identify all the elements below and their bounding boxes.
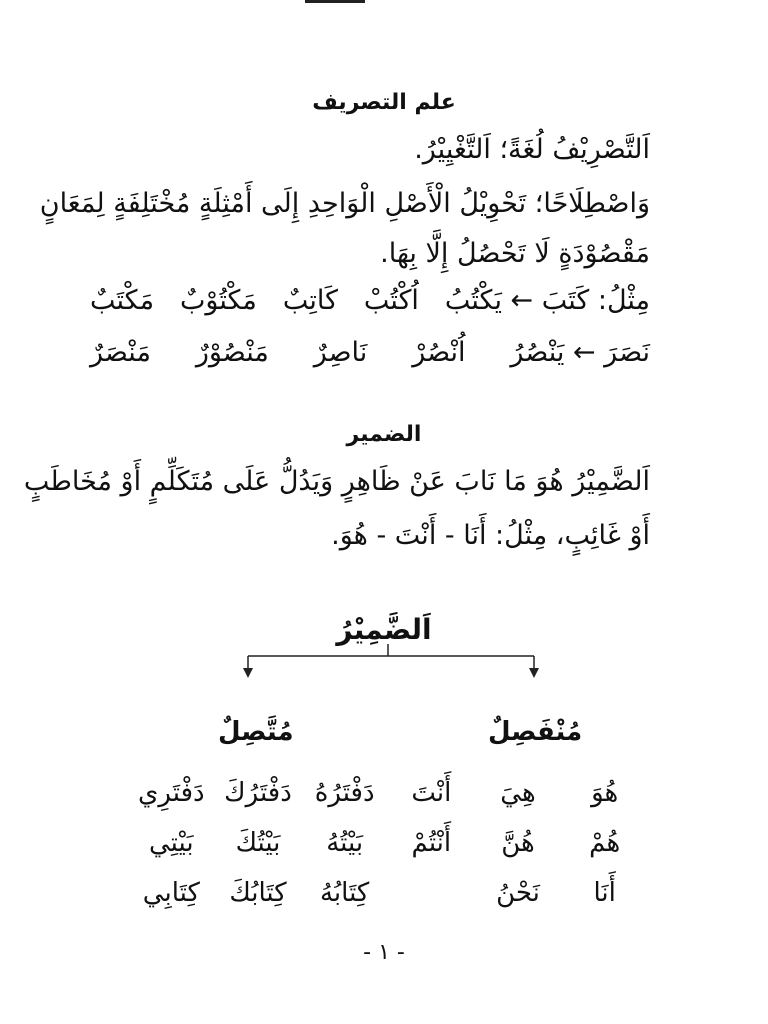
example-word: نَاصِرٌ [313, 337, 368, 368]
pronoun-word: أَنَا [593, 878, 616, 908]
pronoun-word: هِيَ [500, 778, 536, 808]
example-word: مَنْصَرٌ [90, 337, 151, 368]
pronoun-word: أَنْتَ [411, 778, 452, 808]
pronoun-tree-root: اَلضَّمِيْرُ [336, 613, 432, 646]
morphology-definition-linguistic: اَلتَّصْرِيْفُ لُغَةً؛ اَلتَّغْيِيْرُ. [414, 134, 650, 165]
morphology-definition-technical: وَاصْطِلَاحًا؛ تَحْوِيْلُ الْأَصْلِ الْوَاحِدِ إِلَى أَمْثِلَةٍ مُخْتَلِفَةٍ لِمَعَانٍ [39, 188, 650, 219]
example-word: مِثْلُ: كَتَبَ ← يَكْتُبُ [444, 285, 650, 316]
example-word: نَصَرَ ← يَنْصُرُ [510, 337, 650, 368]
pronoun-definition-continued: أَوْ غَائِبٍ، مِثْلُ: أَنَا - أَنْتَ - هُوَ. [331, 520, 650, 551]
morphology-definition-continued: مَقْصُوْدَةٍ لَا تَحْصُلُ إِلَّا بِهَا. [380, 238, 650, 269]
page-number: - ١ - [363, 940, 405, 965]
tree-left-arrowhead [243, 668, 253, 678]
pronoun-examples-grid [128, 768, 648, 918]
pronoun-word: بَيْتُكَ [235, 828, 281, 858]
morphology-heading: علم التصريف [312, 90, 456, 115]
branch-detached-pronouns: مُنْفَصِلٌ [488, 717, 583, 747]
pronoun-word: دَفْتَرُهُ [314, 778, 375, 808]
example-word: مَنْصُوْرٌ [195, 337, 269, 368]
pronoun-definition: اَلضَّمِيْرُ هُوَ مَا نَابَ عَنْ ظَاهِرٍ وَيَدُلُّ عَلَى مُتَكَلِّمٍ أَوْ مُخَاطَبٍ [23, 466, 650, 497]
example-word: مَكْتَبٌ [90, 285, 155, 316]
pronoun-word: أَنْتُمْ [411, 828, 452, 858]
example-word: اُنْصُرْ [412, 337, 466, 368]
example-word: كَاتِبٌ [282, 285, 338, 316]
pronoun-word: دَفْتَرُكَ [224, 778, 292, 808]
pronoun-word: هُوَ [591, 778, 619, 808]
tree-right-arrowhead [529, 668, 539, 678]
branch-attached-pronouns: مُتَّصِلٌ [218, 717, 294, 747]
pronoun-heading: الضمير [346, 422, 422, 447]
pronoun-word: بَيْتِي [149, 828, 194, 858]
example-word: اُكْتُبْ [363, 285, 419, 316]
pronoun-word: هُنَّ [501, 828, 535, 858]
pronoun-word-empty [388, 868, 475, 918]
pronoun-word: كِتَابُكَ [229, 878, 287, 908]
pronoun-word: كِتَابِي [142, 878, 200, 908]
pronoun-word: بَيْتُهُ [326, 828, 364, 858]
pronoun-word: نَحْنُ [496, 878, 540, 908]
pronoun-word: كِتَابُهُ [319, 878, 370, 908]
pronoun-word: هُمْ [589, 828, 621, 858]
example-word: مَكْتُوْبٌ [180, 285, 257, 316]
pronoun-word: دَفْتَرِي [138, 778, 205, 808]
